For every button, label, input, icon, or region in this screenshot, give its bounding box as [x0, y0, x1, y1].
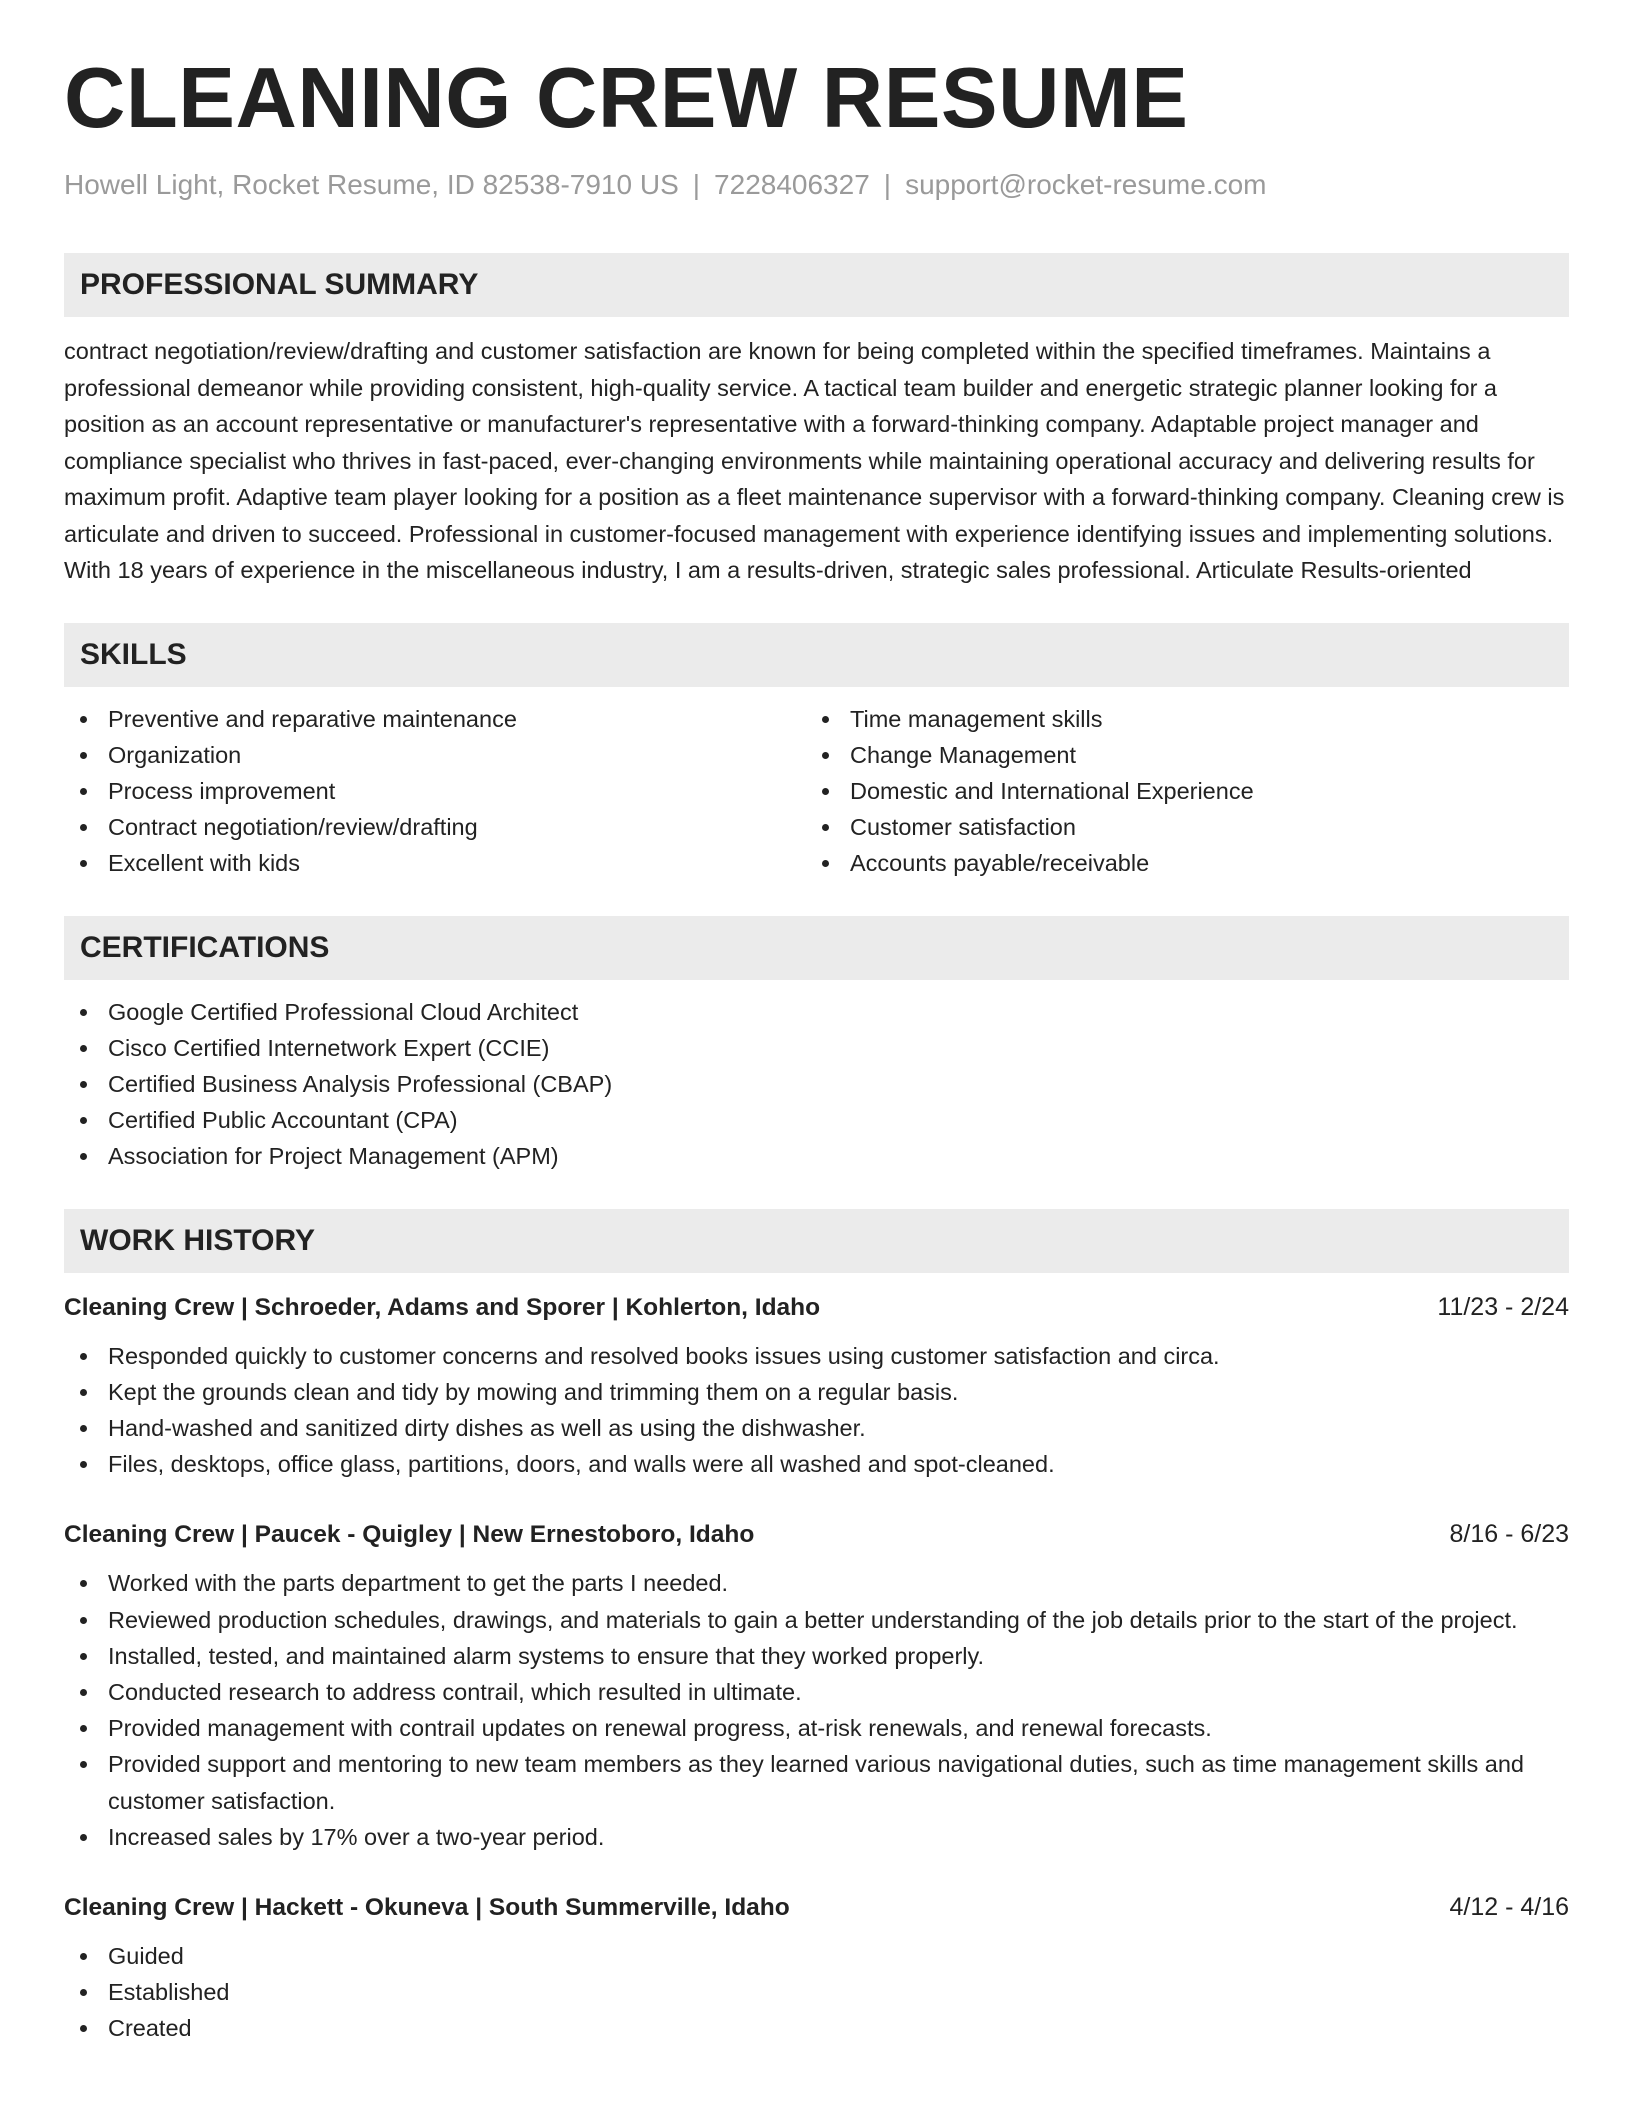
job-header [64, 1893, 1569, 1922]
summary-text: contract negotiation/review/drafting and customer satisfaction are known for being completed within the specified timeframes. Maintains a professional demeanor while providing consistent, high-quality service. A tactical team builder and energetic strategic planner looking for a position as an account representative or manufacturer's representative with a forward-thinking company. Adaptable project manager and compliance specialist who thrives in fast-paced, ever-changing environments while maintaining operational accuracy and delivering results for maximum profit. Adaptive team player looking for a position as a fleet maintenance supervisor with a forward-thinking company. Cleaning crew is articulate and driven to succeed. Professional in customer-focused management with experience identifying issues and implementing solutions. With 18 years of experience in the miscellaneous industry, I am a results-driven, strategic sales professional. Articulate Results-oriented [64, 338, 1565, 583]
certification-item: Association for Project Management (APM) [64, 1138, 1569, 1174]
skills-grid [64, 701, 1569, 882]
job-duty: Reviewed production schedules, drawings, and materials to gain a better understanding of the job details prior to the start of the project. [64, 1602, 1569, 1638]
skill-item: Contract negotiation/review/drafting [64, 809, 806, 845]
job-entry [64, 1893, 1569, 2047]
certification-item: Certified Public Accountant (CPA) [64, 1102, 1569, 1138]
skill-item: Time management skills [806, 701, 1548, 737]
summary-heading: PROFESSIONAL SUMMARY [64, 253, 1569, 317]
skill-item: Preventive and reparative maintenance [64, 701, 806, 737]
job-title: Cleaning Crew | Paucek - Quigley | New Ernestoboro, Idaho [64, 1521, 755, 1549]
job-duty: Files, desktops, office glass, partitions, doors, and walls were all washed and spot-cleaned. [64, 1446, 1569, 1482]
job-duty: Worked with the parts department to get the parts I needed. [64, 1565, 1569, 1601]
job-duty: Provided management with contrail updates on renewal progress, at-risk renewals, and renewal forecasts. [64, 1710, 1569, 1746]
certification-item: Google Certified Professional Cloud Architect [64, 994, 1569, 1030]
job-duty: Conducted research to address contrail, which resulted in ultimate. [64, 1674, 1569, 1710]
contact-separator: | [692, 169, 701, 200]
job-title: Cleaning Crew | Schroeder, Adams and Sporer | Kohlerton, Idaho [64, 1293, 821, 1321]
job-dates: 8/16 - 6/23 [1449, 1520, 1569, 1549]
job-duty: Installed, tested, and maintained alarm systems to ensure that they worked properly. [64, 1638, 1569, 1674]
contact-line [64, 169, 1569, 201]
certification-item: Cisco Certified Internetwork Expert (CCIE) [64, 1030, 1569, 1066]
contact-separator: | [883, 169, 892, 200]
contact-address: Howell Light, Rocket Resume, ID 82538-7910 US [64, 169, 679, 200]
work-history-heading: WORK HISTORY [64, 1209, 1569, 1273]
job-duty: Responded quickly to customer concerns and resolved books issues using customer satisfaction and circa. [64, 1338, 1569, 1374]
job-duties-list [64, 1565, 1569, 1855]
skill-item: Change Management [806, 737, 1548, 773]
skill-item: Process improvement [64, 773, 806, 809]
job-duties-list [64, 1338, 1569, 1483]
job-duty: Established [64, 1974, 1569, 2010]
job-duty: Kept the grounds clean and tidy by mowing and trimming them on a regular basis. [64, 1374, 1569, 1410]
skill-item: Customer satisfaction [806, 809, 1548, 845]
job-title: Cleaning Crew | Hackett - Okuneva | South Summerville, Idaho [64, 1893, 790, 1921]
job-duty: Guided [64, 1938, 1569, 1974]
skill-item: Domestic and International Experience [806, 773, 1548, 809]
skills-heading: SKILLS [64, 623, 1569, 687]
contact-email[interactable]: support@rocket-resume.com [905, 169, 1267, 200]
job-duty: Increased sales by 17% over a two-year period. [64, 1819, 1569, 1855]
job-entry [64, 1293, 1569, 1483]
skills-right-list [806, 701, 1548, 882]
contact-phone[interactable]: 7228406327 [714, 169, 870, 200]
job-header [64, 1520, 1569, 1549]
resume-title: CLEANING CREW RESUME [64, 51, 1189, 146]
job-entry [64, 1520, 1569, 1855]
skill-item: Accounts payable/receivable [806, 845, 1548, 881]
job-duty: Hand-washed and sanitized dirty dishes as well as using the dishwasher. [64, 1410, 1569, 1446]
certifications-heading: CERTIFICATIONS [64, 916, 1569, 980]
certifications-list [64, 994, 1569, 1175]
job-duty: Provided support and mentoring to new team members as they learned various navigational duties, such as time management skills and customer satisfaction. [64, 1746, 1569, 1818]
skill-item: Excellent with kids [64, 845, 806, 881]
job-header [64, 1293, 1569, 1322]
job-dates: 11/23 - 2/24 [1437, 1292, 1569, 1321]
job-duty: Created [64, 2010, 1569, 2046]
job-duties-list [64, 1938, 1569, 2047]
job-dates: 4/12 - 4/16 [1449, 1892, 1569, 1921]
skill-item: Organization [64, 737, 806, 773]
certification-item: Certified Business Analysis Professional (CBAP) [64, 1066, 1569, 1102]
skills-left-list [64, 701, 806, 882]
